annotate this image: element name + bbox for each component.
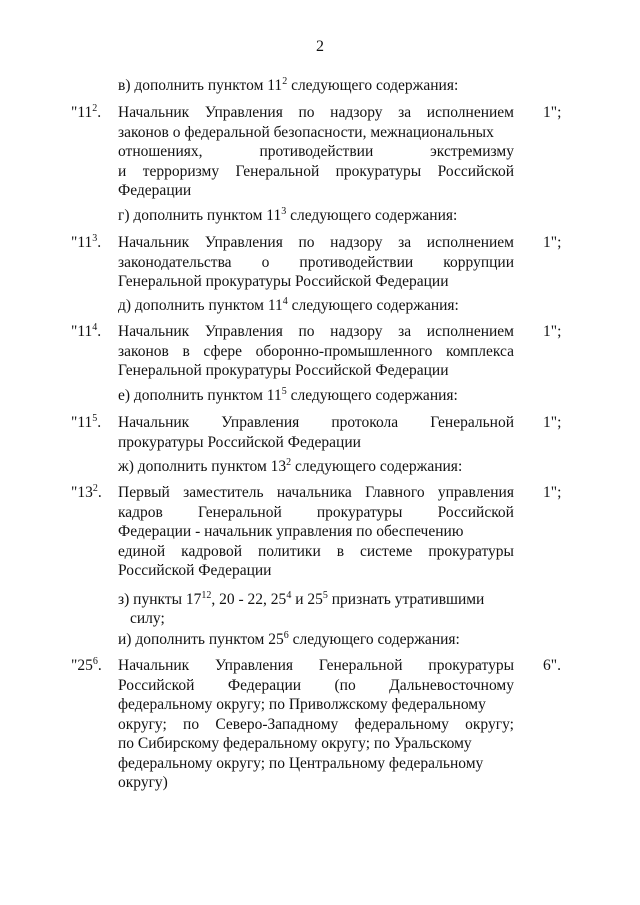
word: протокола (331, 414, 399, 431)
word: в (182, 342, 190, 360)
text-line (118, 322, 514, 341)
word: Генеральной прокуратуры Российской Федерации (118, 273, 449, 290)
text-line (118, 734, 514, 753)
item-quantity-11-4: 1"; (543, 323, 562, 340)
word: законов (118, 342, 169, 360)
text-line (118, 656, 514, 675)
word: сфере (203, 342, 243, 360)
text-line (118, 483, 514, 502)
item-quantity-11-3: 1"; (543, 234, 562, 251)
word: Северо-Западному (215, 715, 339, 733)
word: по (298, 323, 315, 340)
word: законодательства (118, 253, 232, 271)
word: Генеральной (235, 162, 320, 180)
word: прокуратуры (428, 657, 514, 674)
word: надзору (330, 234, 383, 251)
word: прокуратуры (428, 542, 514, 560)
text-line (118, 162, 514, 181)
amendment-intro-d: д) дополнить пунктом $11^4$ следующего содержания: (118, 296, 459, 314)
word: за (398, 323, 412, 340)
word: Начальник (118, 414, 190, 431)
word: Федерации - начальник управления по обеспечению (118, 523, 464, 540)
word: по (298, 104, 315, 121)
word: системе (360, 542, 413, 560)
word: Начальник (118, 323, 190, 340)
word: прокуратуры (316, 503, 403, 521)
word: Начальник (118, 104, 190, 121)
text-line (118, 142, 514, 161)
amendment-intro-z: з) пункты $17^{12}$, 20 - 22, $25^4$ и $25^5$ признать утратившими (118, 590, 485, 608)
text-line (118, 522, 514, 541)
word: за (398, 104, 412, 121)
text-line (118, 715, 514, 734)
word: по Сибирскому федеральному округу; по Уральскому (118, 735, 472, 752)
text-line (118, 253, 514, 272)
word: коррупции (443, 253, 514, 271)
item-number-11-5: "$11^5$. (71, 413, 102, 431)
word: комплекса (445, 342, 514, 360)
amendment-intro-i: и) дополнить пунктом $25^6$ следующего содержания: (118, 630, 460, 648)
word: законов о федеральной безопасности, межнациональных (118, 123, 494, 141)
word: исполнением (426, 323, 514, 340)
item-number-25-6: "$25^6$. (71, 656, 102, 674)
word: округу; (118, 715, 167, 733)
amendment-intro-v: в) дополнить пунктом $11^2$ следующего содержания: (118, 76, 459, 94)
word: Генеральной (318, 657, 403, 674)
word: округу; (465, 715, 514, 733)
text-line (118, 413, 514, 432)
item-number-11-2: "$11^2$. (71, 103, 102, 121)
word: Управления (204, 104, 283, 121)
word: по (298, 234, 315, 251)
word: Начальник (118, 657, 190, 674)
text-line (118, 542, 514, 561)
text-line (118, 695, 514, 714)
word: округу) (118, 774, 168, 791)
word: исполнением (426, 234, 514, 251)
text-line (118, 181, 191, 200)
word: федеральному (354, 715, 449, 733)
word: (по (334, 676, 356, 694)
text-line (118, 233, 514, 252)
word: Управления (204, 234, 283, 251)
item-quantity-11-2: 1"; (543, 104, 562, 121)
word: кадровой (181, 542, 242, 560)
word: противодействии (259, 143, 374, 160)
item-quantity-11-5: 1"; (543, 414, 562, 431)
word: Управления (204, 323, 283, 340)
word: по (183, 715, 200, 733)
word: управления (437, 484, 514, 501)
amendment-intro-e: е) дополнить пунктом $11^5$ следующего содержания: (118, 386, 458, 404)
text-line (118, 561, 271, 580)
text-line (118, 773, 168, 792)
text-line (118, 342, 514, 361)
word: Российской (437, 162, 514, 180)
word: Российской (118, 676, 195, 694)
word: прокуратуры (335, 162, 422, 180)
word: терроризму (142, 162, 220, 180)
word: за (398, 234, 412, 251)
item-quantity-13-2: 1"; (543, 484, 562, 501)
item-number-11-3: "$11^3$. (71, 233, 102, 251)
page-number: 2 (316, 38, 324, 55)
word: отношениях, (118, 143, 203, 160)
text-line (118, 361, 449, 380)
word: политики (257, 542, 321, 560)
word: Первый (118, 484, 170, 501)
item-number-13-2: "$13^2$. (71, 483, 102, 501)
text-line (118, 433, 361, 452)
word: надзору (330, 323, 383, 340)
word: кадров (118, 503, 163, 521)
word: федеральному округу; по Центральному федеральному (118, 754, 484, 772)
word: о (261, 253, 270, 271)
word: прокуратуры Российской Федерации (118, 433, 361, 451)
word: начальника (276, 484, 352, 501)
item-quantity-25-6: 6". (543, 657, 561, 674)
word: и (118, 162, 127, 180)
word: Российской (437, 503, 514, 521)
text-line (118, 123, 514, 142)
text-line (118, 103, 514, 122)
text-line (118, 272, 449, 291)
word: заместитель (183, 484, 264, 501)
word: Генеральной (430, 414, 514, 431)
word: Генеральной прокуратуры Российской Федерации (118, 362, 449, 379)
text-line (118, 503, 514, 522)
word: Генеральной (198, 503, 282, 521)
amendment-intro-g: г) дополнить пунктом $11^3$ следующего содержания: (118, 206, 458, 224)
word: оборонно-промышленного (255, 342, 433, 360)
word: Главного (365, 484, 425, 501)
word: Управления (221, 414, 300, 431)
word: Федерации (227, 676, 302, 694)
word: противодействии (299, 253, 414, 271)
word: Российской Федерации (118, 562, 272, 579)
item-number-11-4: "$11^4$. (71, 322, 102, 340)
word: надзору (330, 104, 383, 121)
amendment-intro-zh: ж) дополнить пунктом $13^2$ следующего содержания: (118, 457, 463, 475)
word: Начальник (118, 234, 190, 251)
word: экстремизму (430, 143, 514, 160)
word: Федерации (118, 182, 192, 199)
word: Управления (215, 657, 294, 674)
text-line (118, 676, 514, 695)
amendment-intro-z-continued: силу; (130, 610, 165, 627)
word: в (336, 542, 345, 560)
word: федеральному округу; по Приволжскому федеральному (118, 696, 486, 713)
text-line (118, 754, 514, 773)
word: Дальневосточному (389, 676, 514, 694)
word: единой (118, 542, 166, 560)
word: исполнением (426, 104, 514, 121)
